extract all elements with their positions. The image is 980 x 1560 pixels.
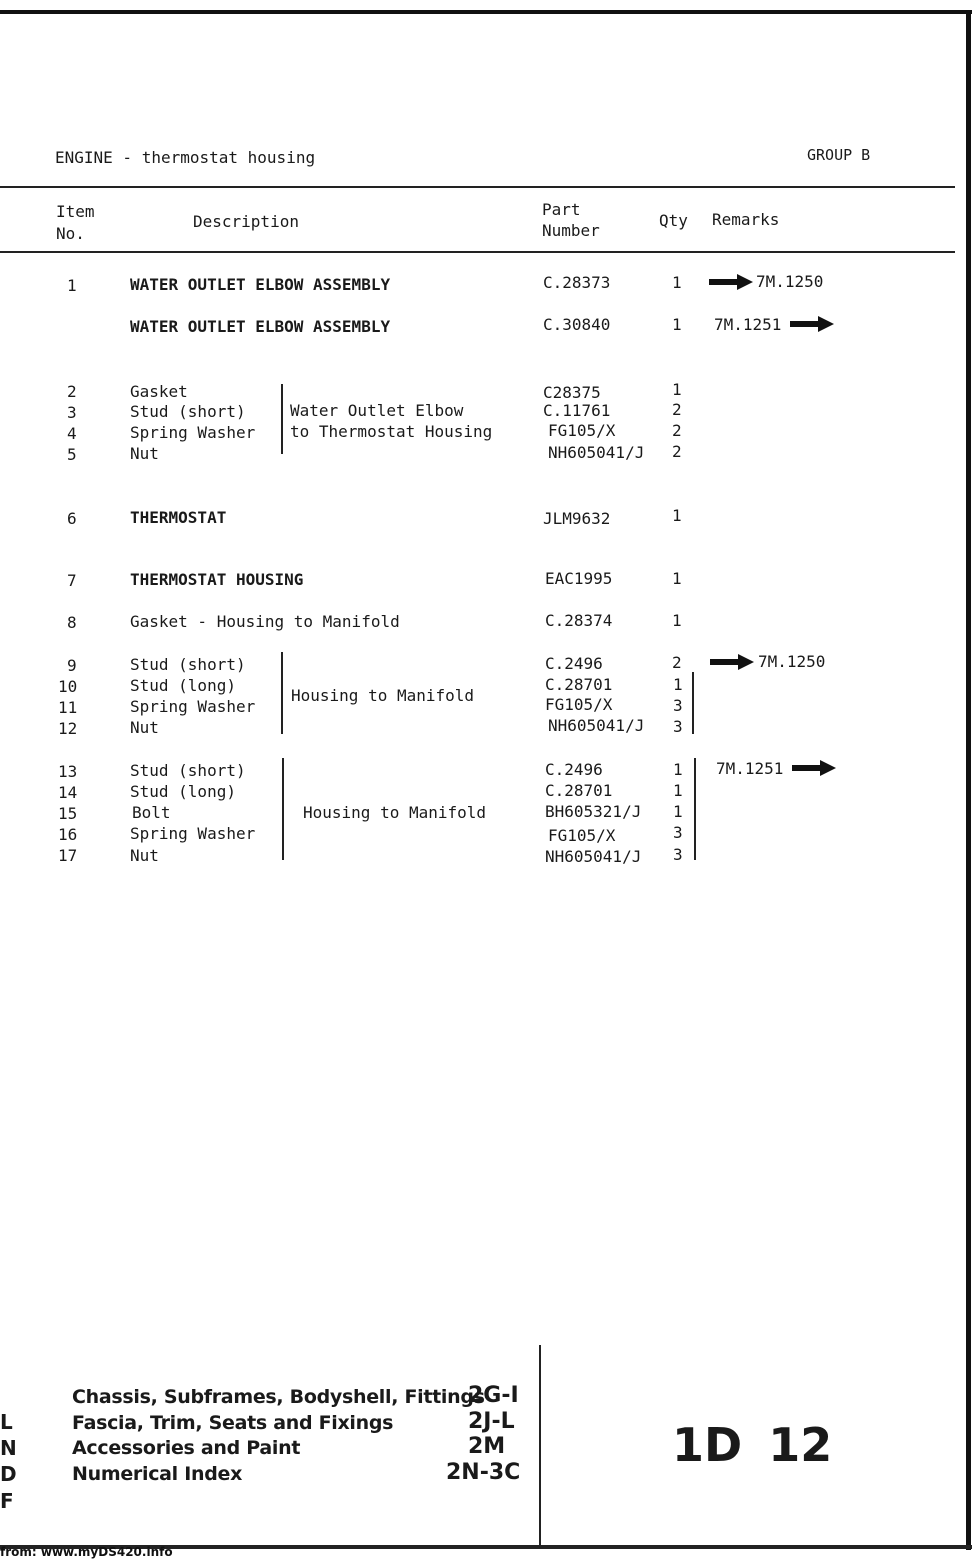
col-qty: Qty [659,211,688,230]
remark-bracket [694,758,696,860]
item-no: 9 [67,656,77,675]
group-description: Housing to Manifold [303,803,487,822]
page-title: ENGINE - thermostat housing [55,148,316,167]
arrow-right-icon [790,316,834,332]
quantity: 3 [673,717,683,736]
item-no: 16 [58,825,78,844]
page-border-right [966,10,971,1550]
item-description: Gasket - Housing to Manifold [130,612,400,631]
item-description: Spring Washer [130,423,256,442]
index-entry-label: Fascia, Trim, Seats and Fixings [72,1412,394,1434]
item-no: 10 [58,677,78,696]
part-number: C.28373 [543,273,611,292]
item-no: 2 [67,382,77,401]
part-number: NH605041/J [548,716,645,735]
index-letter: L [0,1410,13,1434]
index-entry-label: Numerical Index [72,1463,243,1485]
quantity: 1 [672,611,682,630]
item-no: 6 [67,509,77,528]
page-border-top [0,10,972,14]
item-no: 14 [58,783,78,802]
part-number: C.2496 [545,654,603,673]
quantity: 1 [672,315,682,334]
header-rule-bottom [0,251,955,253]
index-letter: N [0,1436,17,1460]
part-number: FG105/X [548,421,616,440]
quantity: 1 [673,760,683,779]
remark-bracket [692,672,694,734]
quantity: 1 [673,781,683,800]
footer-divider [539,1345,541,1545]
part-number: FG105/X [548,826,616,845]
quantity: 2 [672,421,682,440]
item-description: Nut [130,444,159,463]
index-entry-label: Accessories and Paint [72,1437,301,1459]
quantity: 1 [672,569,682,588]
remark: 7M.1251 [714,315,782,334]
quantity: 3 [673,696,683,715]
remark: 7M.1250 [758,652,826,671]
item-no: 13 [58,762,78,781]
item-no: 4 [67,424,77,443]
group-bracket [281,652,283,734]
arrow-right-icon [709,274,753,290]
col-remarks: Remarks [712,210,780,229]
part-number: C.28701 [545,675,613,694]
quantity: 2 [672,653,682,672]
item-description: THERMOSTAT [130,508,227,527]
group-bracket [282,758,284,860]
item-description: Stud (short) [130,655,246,674]
arrow-right-icon [792,760,836,776]
item-description: Nut [130,846,159,865]
group-description: to Thermostat Housing [290,422,493,441]
col-description: Description [193,212,299,231]
remark: 7M.1250 [756,272,824,291]
item-description: Stud (long) [130,676,236,695]
item-description: Stud (short) [130,402,246,421]
item-description: Nut [130,718,159,737]
group-description: Water Outlet Elbow [290,401,464,420]
col-part-line2: Number [542,221,600,240]
item-description: Bolt [132,803,171,822]
group-bracket [281,384,283,454]
item-no: 11 [58,698,78,717]
item-description: Spring Washer [130,697,256,716]
part-number: C.30840 [543,315,611,334]
item-no: 5 [67,445,77,464]
item-description: Stud (short) [130,761,246,780]
source-watermark: from: www.myDS420.info [0,1545,173,1559]
col-part-line1: Part [542,200,581,219]
index-entry-code: 2J-L [468,1409,515,1434]
index-letter: D [0,1462,17,1486]
header-rule-top [0,186,955,188]
item-description: WATER OUTLET ELBOW ASSEMBLY [130,317,391,336]
item-description: THERMOSTAT HOUSING [130,570,304,589]
index-entry-code: 2G-I [468,1383,519,1408]
quantity: 3 [673,823,683,842]
part-number: C.2496 [545,760,603,779]
part-number: EAC1995 [545,569,613,588]
arrow-right-icon [710,654,754,670]
page-code: 1D 12 [672,1418,833,1472]
item-no: 15 [58,804,78,823]
part-number: C.28701 [545,781,613,800]
quantity: 2 [672,442,682,461]
quantity: 1 [672,506,682,525]
part-number: C.28374 [545,611,613,630]
item-description: Gasket [130,382,188,401]
quantity: 1 [673,675,683,694]
part-number: JLM9632 [543,509,611,528]
item-no: 7 [67,571,77,590]
quantity: 3 [673,845,683,864]
item-no: 12 [58,719,78,738]
quantity: 1 [673,802,683,821]
item-no: 17 [58,846,78,865]
item-description: Spring Washer [130,824,256,843]
item-no: 1 [67,276,77,295]
group-label: GROUP B [807,146,871,164]
item-no: 3 [67,403,77,422]
quantity: 2 [672,400,682,419]
item-no: 8 [67,613,77,632]
quantity: 1 [672,380,682,399]
item-description: WATER OUTLET ELBOW ASSEMBLY [130,275,391,294]
remark: 7M.1251 [716,759,784,778]
index-entry-label: Chassis, Subframes, Bodyshell, Fittings [72,1386,485,1408]
quantity: 1 [672,273,682,292]
col-item-line2: No. [56,224,85,243]
index-letter: F [0,1489,14,1513]
index-entry-code: 2N-3C [446,1460,521,1485]
item-description: Stud (long) [130,782,236,801]
col-item-line1: Item [56,202,95,221]
part-number: C28375 [543,383,601,402]
part-number: NH605041/J [545,847,642,866]
part-number: BH605321/J [545,802,642,821]
group-description: Housing to Manifold [291,686,475,705]
part-number: C.11761 [543,401,611,420]
part-number: NH605041/J [548,443,645,462]
part-number: FG105/X [545,695,613,714]
index-entry-code: 2M [468,1434,506,1459]
